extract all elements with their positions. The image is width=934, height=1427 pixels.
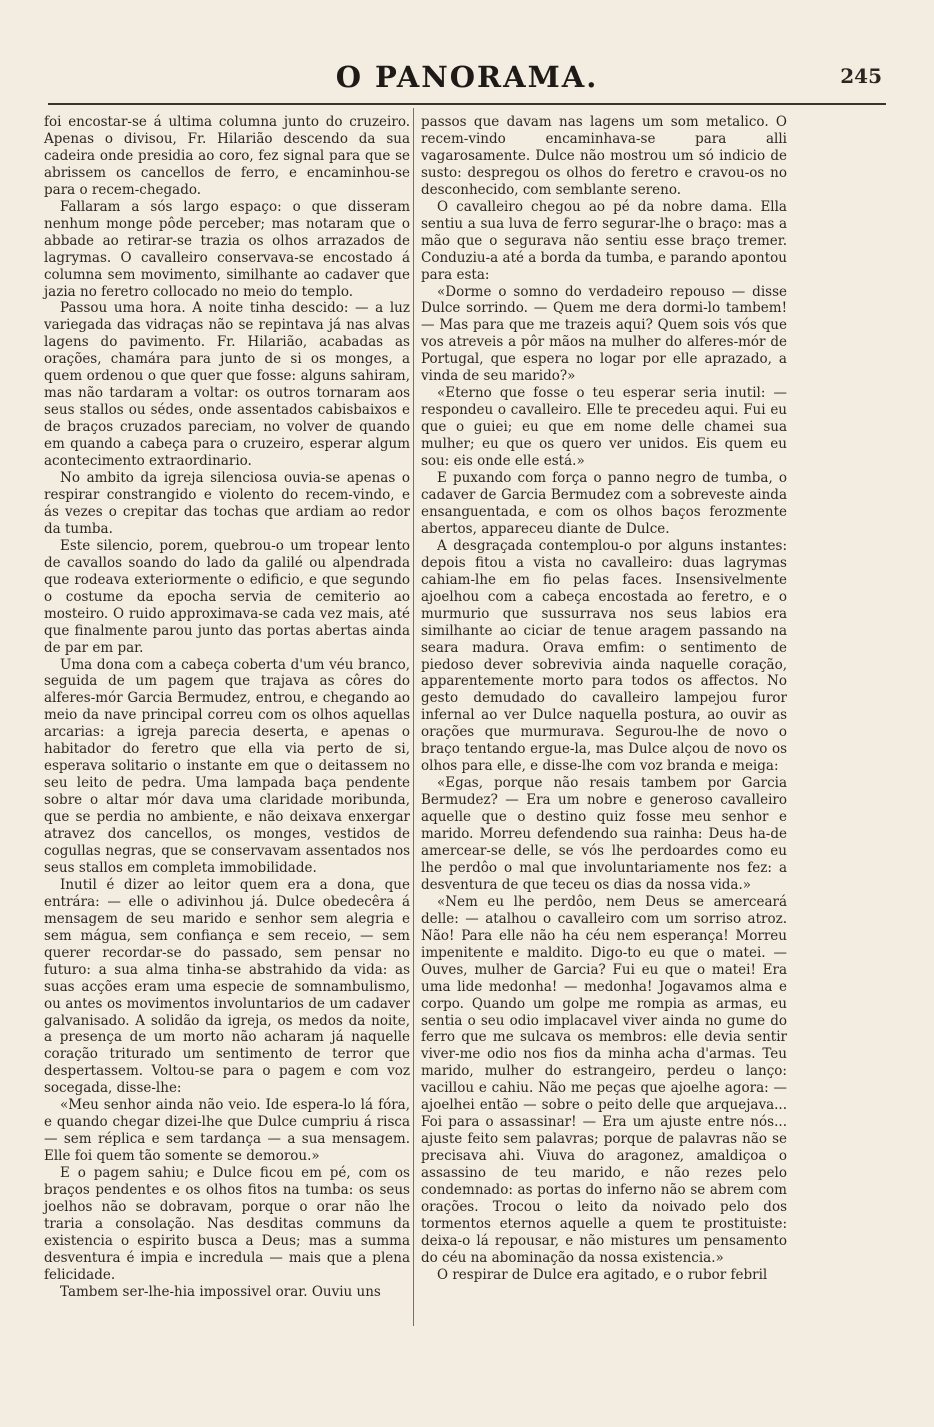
paragraph: Este silencio, porem, quebrou-o um tropear lento de cavallos soando do lado da galilé ou alpendrada que rodeava exteriormente o edificio, e que segundo o costume da epocha servia de cemiterio ao mosteiro. O ruido approximava-se cada vez mais, até que finalmente parou junto das portas abertas ainda de par em par. [44,537,410,656]
right-column [421,114,787,1284]
paragraph: No ambito da igreja silenciosa ouvia-se apenas o respirar constrangido e violento do recem-vindo, e ás vezes o crepitar das tochas que ardiam ao redor da tumba. [44,470,410,537]
paragraph: «Egas, porque não resais tambem por Garcia Bermudez? — Era um nobre e generoso cavalleiro aquelle que o destino quiz fosse meu senhor e marido. Morreu defendendo sua rainha: Deus ha-de amercear-se delle, se vós lhe perdoardes como eu lhe perdôo o mal que involuntariamente nos fez: a desventura de que teceu os dias da nossa vida.» [421,775,787,893]
page-number: 245 [840,64,882,88]
paragraph: Fallaram a sós largo espaço: o que disseram nenhum monge pôde perceber; mas notaram que o abbade ao retirar-se trazia os olhos arrazados de lagrymas. O cavalleiro conservava-se encostado á columna sem movimento, similhante ao cadaver que jazia no feretro collocado no meio do templo. [44,198,410,300]
paragraph: passos que davam nas lagens um som metalico. O recem-vindo encaminhava-se para alli vagarosamente. Dulce não mostrou um só indicio de susto: despregou os olhos do feretro e cravou-os no desconhecido, com semblante sereno. [421,114,787,198]
paragraph: A desgraçada contemplou-o por alguns instantes: depois fitou a vista no cavalleiro: duas lagrymas cahiam-lhe em fio pelas faces. Insensivelmente ajoelhou com a cabeça encostada ao feretro, e o murmurio que sussurrava nos seus labios era similhante ao ciciar de tenue aragem passando na seara madura. Orava emfim: o sentimento de piedoso dever sobrevivia ainda naquelle coração, apparentemente morto para todos os affectos. No gesto demudado do cavalleiro lampejou furor infernal ao ver Dulce naquella postura, ao ouvir as orações que murmurava. Segurou-lhe de novo o braço tentando ergue-la, mas Dulce alçou de novo os olhos para elle, e disse-lhe com voz branda e meiga: [421,537,787,775]
paragraph: «Dorme o somno do verdadeiro repouso — disse Dulce sorrindo. — Quem me dera dormi-lo tambem! — Mas para que me trazeis aqui? Quem sois vós que vos atreveis a pôr mãos na mulher do alferes-mór de Portugal, que espera no logar por elle aprazado, a vinda de seu marido?» [421,283,787,385]
paragraph: Tambem ser-lhe-hia impossivel orar. Ouviu uns [60,1283,381,1300]
paragraph: foi encostar-se á ultima columna junto do cruzeiro. Apenas o divisou, Fr. Hilarião descendo da sua cadeira onde presidia ao coro, fez signal para que se abrissem os cancellos de ferro, e encaminhou-se para o recem-chegado. [44,114,410,198]
paragraph: Uma dona com a cabeça coberta d'um véu branco, seguida de um pagem que trajava as côres do alferes-mór Garcia Bermudez, entrou, e chegando ao meio da nave principal correu com os olhos aquellas arcarias: a igreja parecia deserta, e apenas o habitador do feretro que ella via perto de si, esperava solitario o instante em que o deitassem no seu leito de pedra. Uma lampada baça pendente sobre o altar mór dava uma claridade moribunda, que se perdia no ambiente, e não deixava enxergar atravez dos cancellos, os monges, vestidos de cogullas negras, que se conservavam assentados nos seus stallos em completa immobilidade. [44,656,410,876]
paragraph: O respirar de Dulce era agitado, e o rubor febril [437,1266,768,1283]
paragraph: Inutil é dizer ao leitor quem era a dona, que entrára: — elle o adivinhou já. Dulce obedecêra á mensagem de seu marido e senhor sem alegria e sem mágua, sem confiança e sem receio, — sem querer recordar-se do passado, sem pensar no futuro: a sua alma tinha-se abstrahido da vida: as suas acções eram uma especie de somnambulismo, ou antes os movimentos involuntarios de um cadaver galvanisado. A solidão da igreja, os medos da noite, a presença de um morto não acharam já naquelle coração triturado um sentimento de terror que despertassem. Voltou-se para o pagem e com voz socegada, disse-lhe: [44,876,410,1097]
page-header [48,60,886,102]
paragraph: «Nem eu lhe perdôo, nem Deus se amerceará delle: — atalhou o cavalleiro com um sorriso atroz. Não! Para elle não ha céu nem esperança! Morreu impenitente e maldito. Digo-to eu que o matei. — Ouves, mulher de Garcia? Fui eu que o matei! Era uma lide medonha! — medonha! Jogavamos alma e corpo. Quando um golpe me rompia as armas, eu sentia o seu odio implacavel viver ainda no gume do ferro que me sulcava os membros: elle devia sentir viver-me odio nos fios da minha acha d'armas. Teu marido, mulher do estrangeiro, perdeu o lanço: vacillou e cahiu. Não me peças que ajoelhe agora: — ajoelhei então — sobre o peito delle que arquejava... Foi para o assassinar! — Era um ajuste entre nós... ajuste feito sem palavras; porque de palavras não se precisava ahi. Viuva do aragonez, amaldiçoa o assassino de teu marido, e não rezes pelo condemnado: as portas do inferno não se abrem com orações. Trocou o leito da noivado pelo dos tormentos eternos aquelle a quem te prostituiste: deixa-o lá repousar, e não mistures um pensamento do céu na abominação da nossa existencia.» [421,893,787,1266]
paragraph: «Eterno que fosse o teu esperar seria inutil: — respondeu o cavalleiro. Elle te precedeu aqui. Fui eu que o guiei; eu que em nome delle chamei sua mulher; eu que os quero ver unidos. Eis quem eu sou: eis onde elle está.» [421,385,787,470]
header-rule [48,103,886,105]
paragraph: E puxando com força o panno negro de tumba, o cadaver de Garcia Bermudez com a sobreveste ainda ensanguentada, e com os olhos baços ferozmente abertos, appareceu diante de Dulce. [421,470,787,537]
paragraph: Passou uma hora. A noite tinha descido: — a luz variegada das vidraças não se repintava já nas alvas lagens do pavimento. Fr. Hilarião, acabadas as orações, chamára para junto de si os monges, a quem ordenou o que quer que fosse: alguns sahiram, mas não tardaram a voltar: os outros tornaram aos seus stallos ou sédes, onde assentados cabisbaixos e de braços cruzados pareciam, no volver de quando em quando a cabeça para o cruzeiro, esperar algum acontecimento extraordinario. [44,300,410,470]
paragraph: «Meu senhor ainda não veio. Ide espera-lo lá fóra, e quando chegar dizei-lhe que Dulce cumpriu á risca — sem réplica e sem tardança — a sua mensagem. Elle foi quem tão somente se demorou.» [44,1097,410,1165]
paragraph: O cavalleiro chegou ao pé da nobre dama. Ella sentiu a sua luva de ferro segurar-lhe o braço: mas a mão que o segurava não sentiu esse braço tremer. Conduziu-a até a borda da tumba, e parando apontou para esta: [421,198,787,283]
left-column [44,114,410,1301]
paragraph: E o pagem sahiu; e Dulce ficou em pé, com os braços pendentes e os olhos fitos na tumba: os seus joelhos não se dobravam, porque o orar não lhe traria a consolação. Nas desditas communs da existencia o espirito busca a Deus; mas a summa desventura é impia e incredula — mais que a plena felicidade. [44,1165,410,1283]
masthead-title: O PANORAMA. [335,60,599,94]
column-divider [413,108,414,1326]
